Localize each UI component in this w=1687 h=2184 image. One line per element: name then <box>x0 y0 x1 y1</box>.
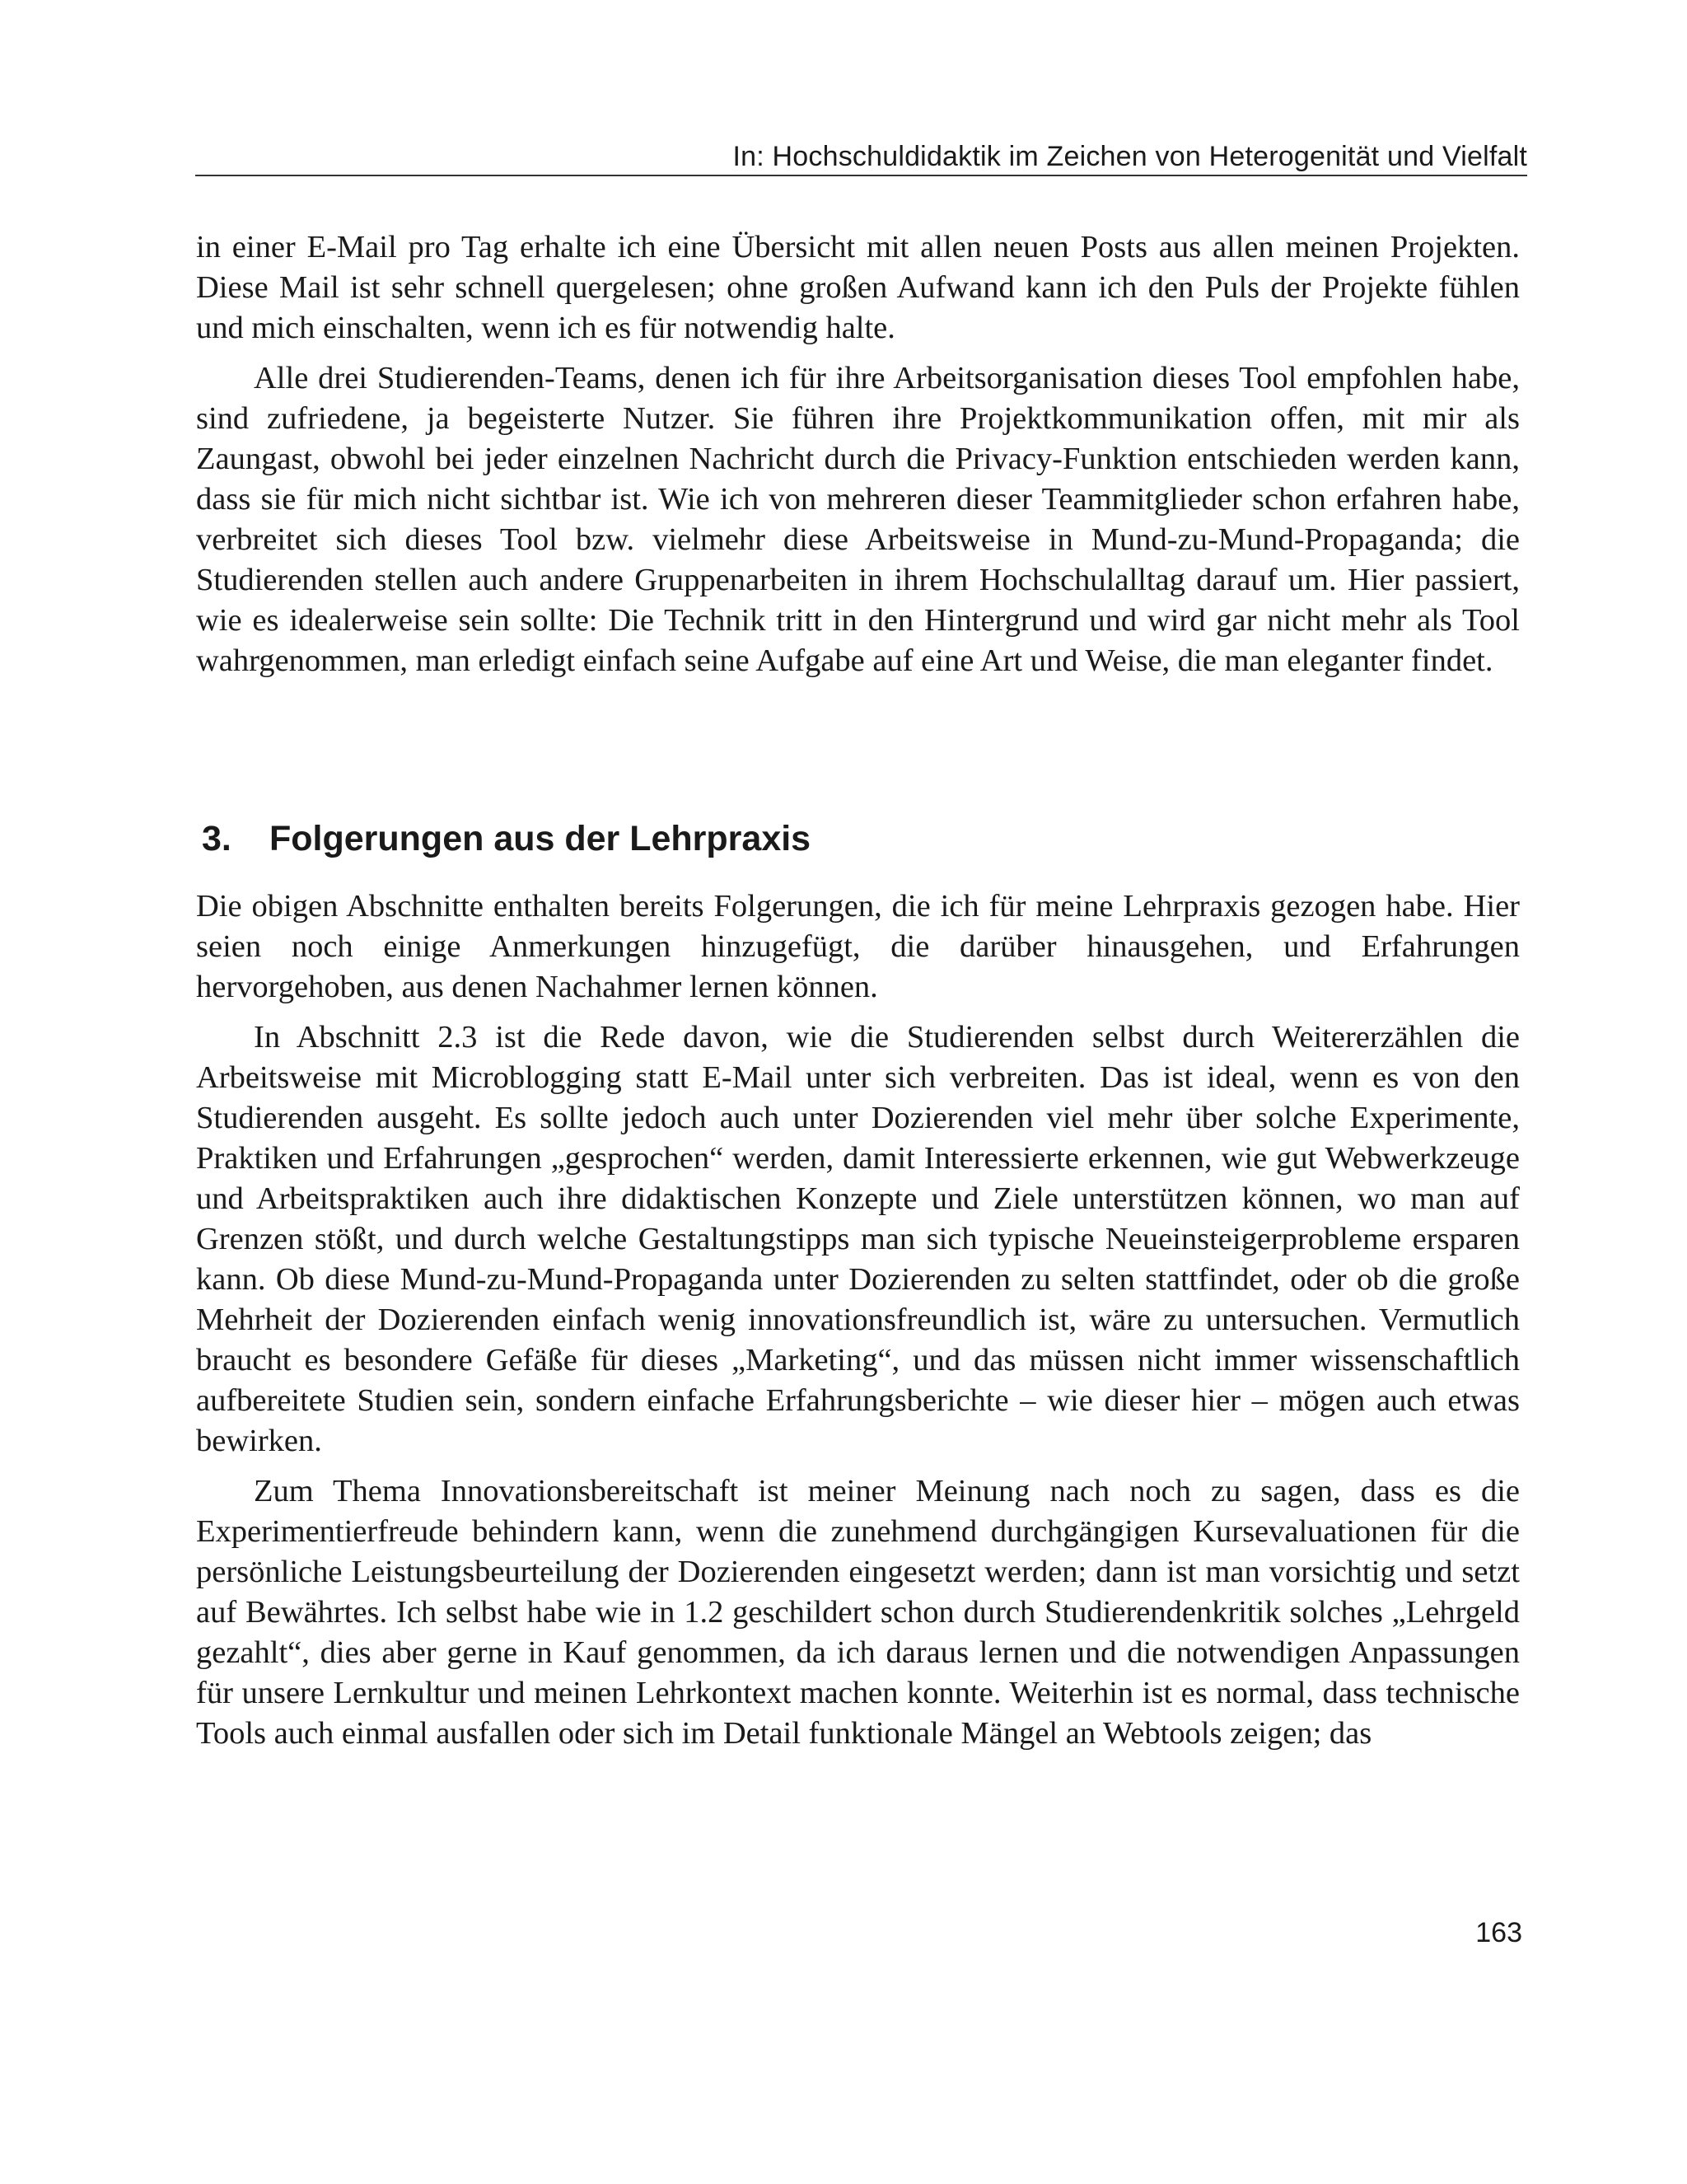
header-rule <box>195 175 1527 176</box>
section-number: 3. <box>202 819 231 858</box>
paragraph: In Abschnitt 2.3 ist die Rede davon, wie die Studierenden selbst durch Weitererzählen die Arbeitsweise mit Microblogging statt E-Mail unter sich verbreiten. Das ist ideal, wenn es von den Studierenden ausgeht. Es sollte jedoch auch unter Dozierenden viel mehr über solche Experimente, Praktiken und Erfahrungen „gesprochen“ werden, damit Interessierte erkennen, wie gut Webwerkzeuge und Arbeitspraktiken auch ihre didaktischen Konzepte und Ziele unterstützen können, wo man auf Grenzen stößt, und durch welche Gestaltungstipps man sich typische Neueinsteigerprobleme ersparen kann. Ob diese Mund-zu-Mund-Propaganda unter Dozierenden zu selten stattfindet, oder ob die große Mehrheit der Dozierenden einfach wenig innovationsfreundlich ist, wäre zu untersuchen. Vermutlich braucht es besondere Gefäße für dieses „Marketing“, und das müssen nicht immer wissenschaftlich aufbereitete Studien sein, sondern einfache Erfahrungsberichte – wie dieser hier – mögen auch etwas bewirken. <box>196 1020 1520 1458</box>
paragraph: Die obigen Abschnitte enthalten bereits Folgerungen, die ich für meine Lehrpraxis gezogen habe. Hier seien noch einige Anmerkungen hinzugefügt, die darüber hinausgehen, und Erfahrungen hervorgehoben, aus denen Nachahmer lernen können. <box>196 889 1520 1004</box>
paragraph: in einer E-Mail pro Tag erhalte ich eine Übersicht mit allen neuen Posts aus allen meinen Projekten. Diese Mail ist sehr schnell quergelesen; ohne großen Aufwand kann ich den Puls der Projekte fühlen und mich einschalten, wenn ich es für notwendig halte. <box>196 230 1520 345</box>
text-block-top <box>196 227 1520 681</box>
section-title: Folgerungen aus der Lehrpraxis <box>269 819 811 858</box>
text-block-bottom <box>196 886 1520 1754</box>
section-heading <box>202 816 811 862</box>
paragraph: Alle drei Studierenden-Teams, denen ich für ihre Arbeitsorganisation dieses Tool empfohlen habe, sind zufriedene, ja begeisterte Nutzer. Sie führen ihre Projektkommunikation offen, mit mir als Zaungast, obwohl bei jeder einzelnen Nachricht durch die Privacy-Funktion entschieden werden kann, dass sie für mich nicht sichtbar ist. Wie ich von mehreren dieser Teammitglieder schon erfahren habe, verbreitet sich dieses Tool bzw. vielmehr diese Arbeitsweise in Mund-zu-Mund-Propaganda; die Studierenden stellen auch andere Gruppenarbeiten in ihrem Hochschulalltag darauf um. Hier passiert, wie es idealerweise sein sollte: Die Technik tritt in den Hintergrund und wird gar nicht mehr als Tool wahrgenommen, man erledigt einfach seine Aufgabe auf eine Art und Weise, die man eleganter findet. <box>196 361 1520 678</box>
page-number: 163 <box>1475 1917 1522 1948</box>
running-header: In: Hochschuldidaktik im Zeichen von Heterogenität und Vielfalt <box>732 141 1527 172</box>
paragraph: Zum Thema Innovationsbereitschaft ist meiner Meinung nach noch zu sagen, dass es die Experimentierfreude behindern kann, wenn die zunehmend durchgängigen Kursevaluationen für die persönliche Leistungsbeurteilung der Dozierenden eingesetzt werden; dann ist man vorsichtig und setzt auf Bewährtes. Ich selbst habe wie in 1.2 geschildert schon durch Studierendenkritik solches „Lehrgeld gezahlt“, dies aber gerne in Kauf genommen, da ich daraus lernen und die notwendigen Anpassungen für unsere Lernkultur und meinen Lehrkontext machen konnte. Weiterhin ist es normal, dass technische Tools auch einmal ausfallen oder sich im Detail funktionale Mängel an Webtools zeigen; das <box>196 1474 1520 1751</box>
